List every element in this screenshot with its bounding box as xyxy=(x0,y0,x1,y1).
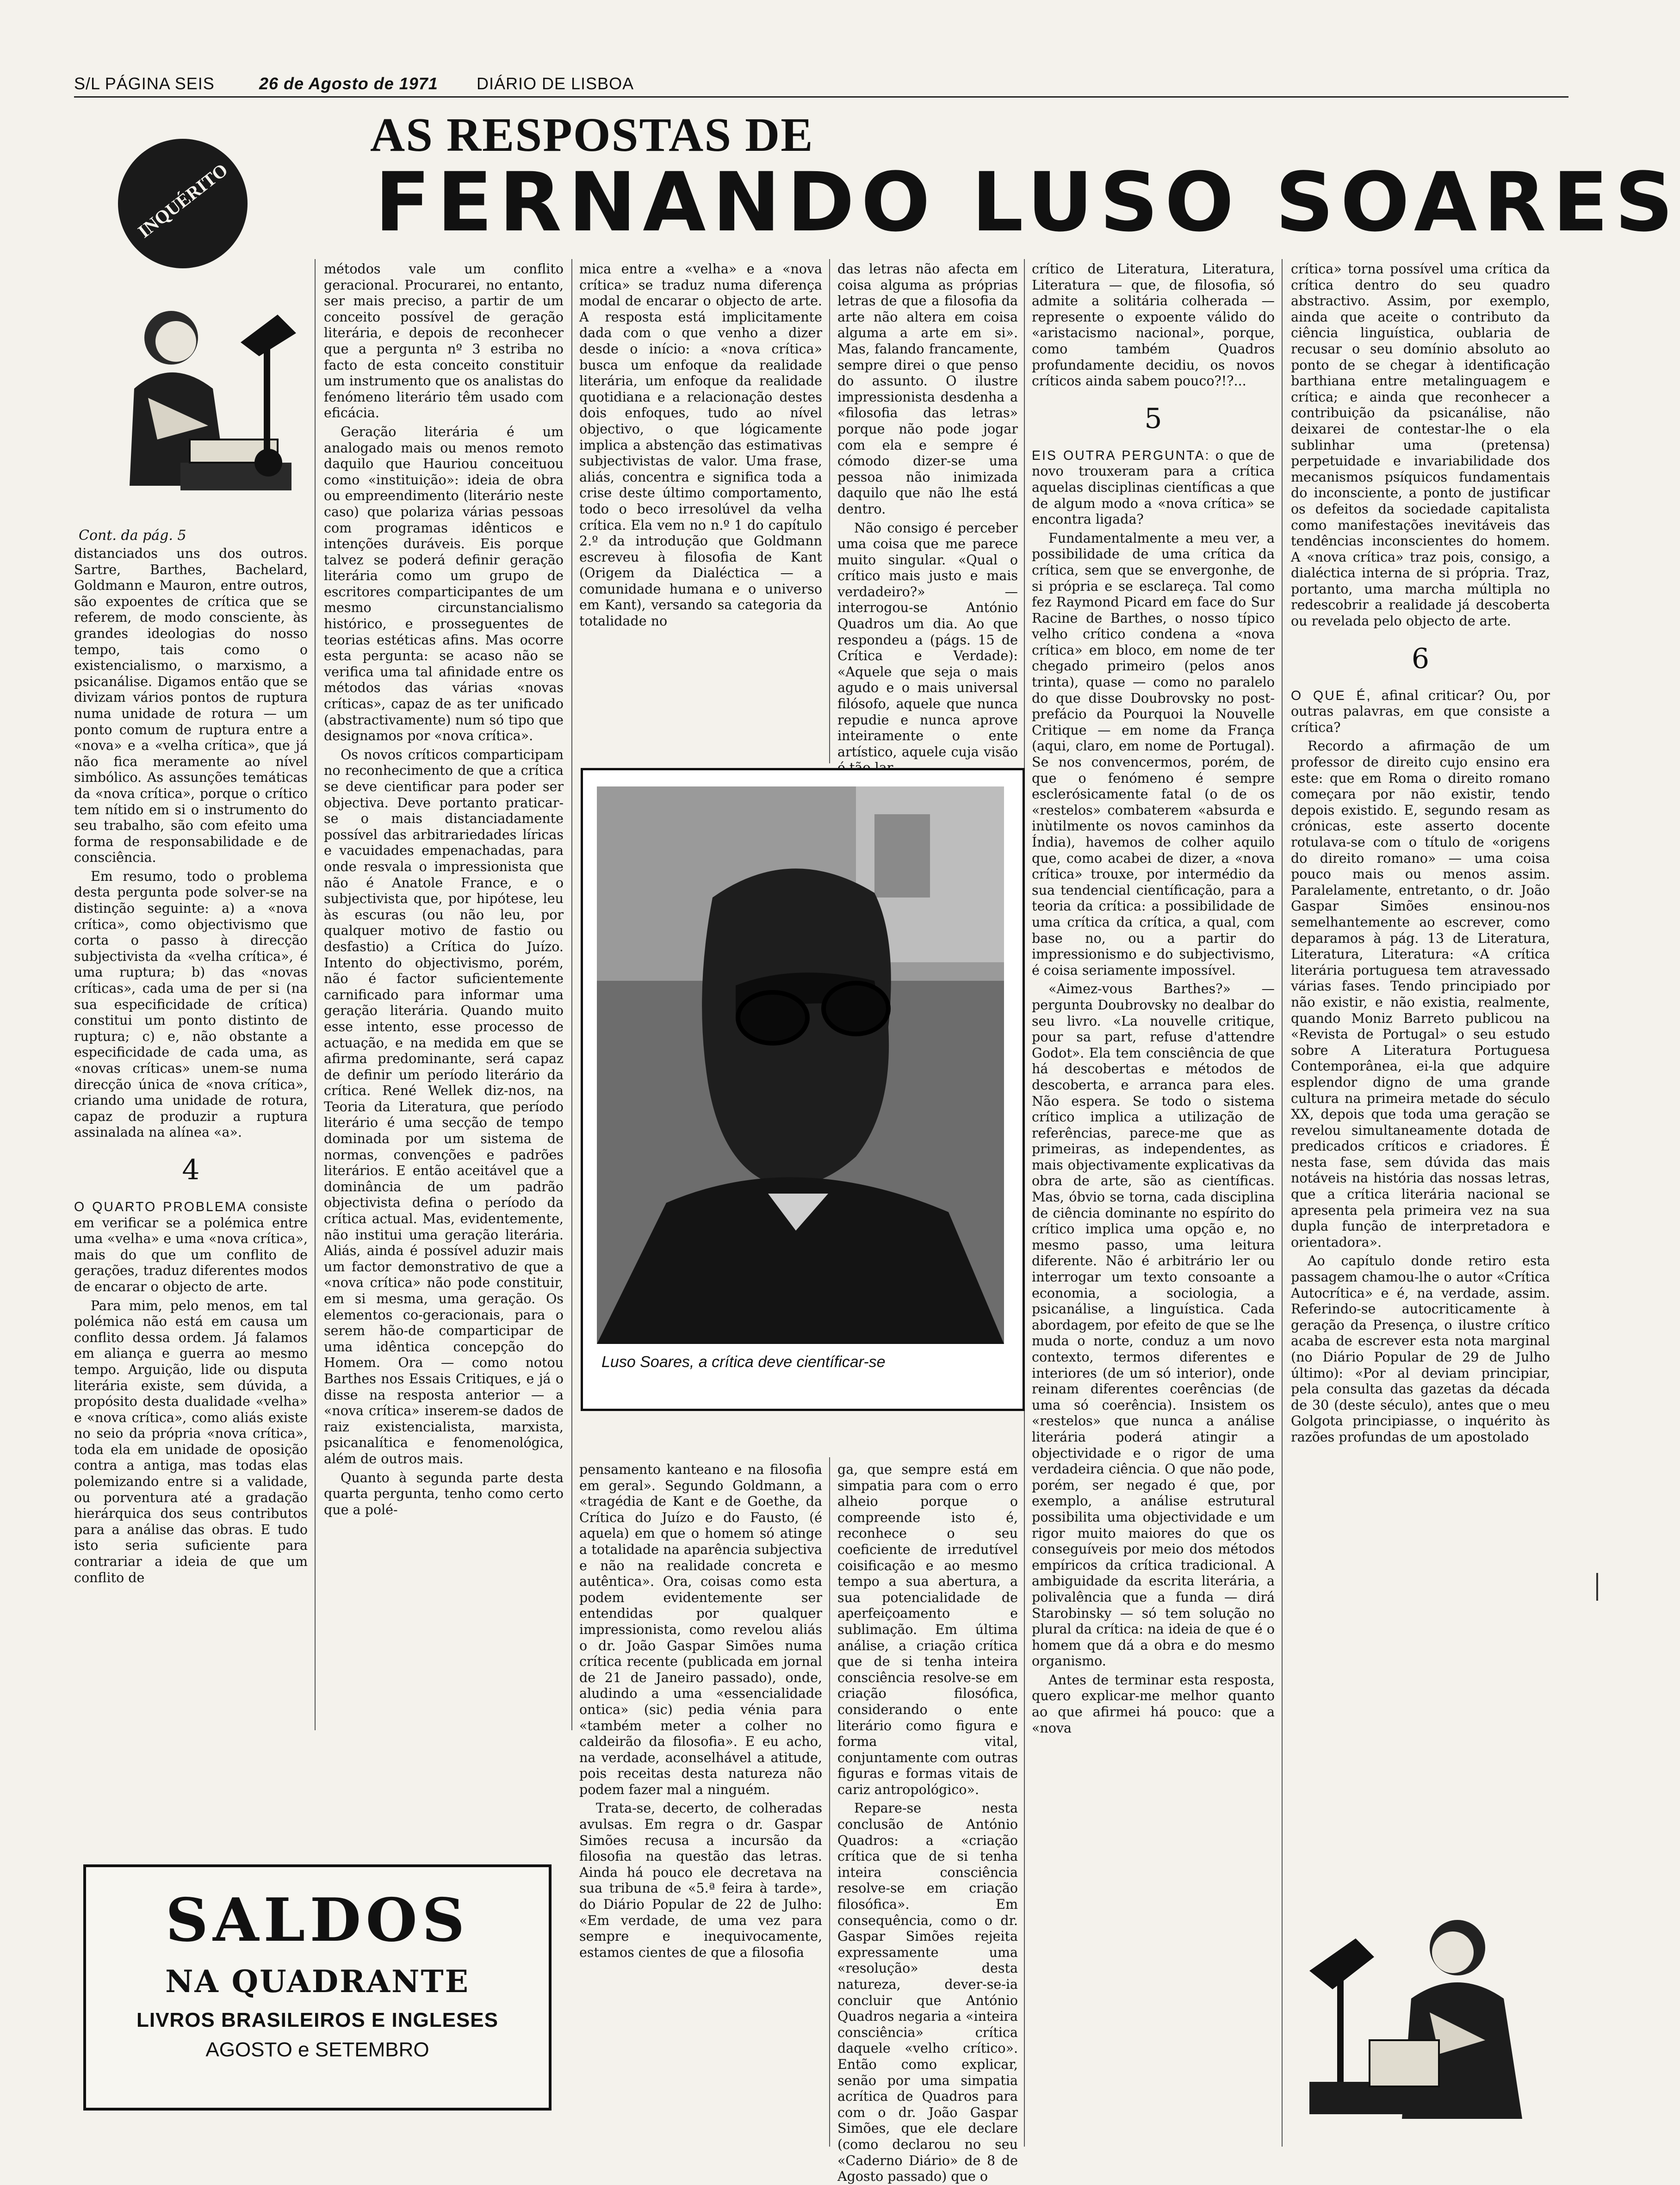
question-lead: O QUE É, xyxy=(1291,688,1372,703)
paragraph: distanciados uns dos outros. Sartre, Barthes, Bachelard, Goldmann e Mauron, entre outros, são expoentes de crítica que se referem, de modo consciente, às grandes ideologias do nosso tempo, tais como o existencialismo, o marxismo, a psicanálise. Digamos então que se divizam vários pontos de ruptura numa unidade de rotura — um ponto comum de ruptura entre a «nova» e a «velha crítica», que já não fica meramente ao nível simbólico. As assunções temáticas da «nova crítica», porque o crítico tem nítido em si o instrumento do seu trabalho, são com efeito uma forma de responsabilidade e de consciência. xyxy=(74,546,308,866)
paragraph: Fundamentalmente a meu ver, a possibilidade de uma crítica da crítica, sem que se envergonhe, de si própria e se esclareça. Tal como fez Raymond Picard em face do Sur Racine de Barthes, o nosso típico velho crítico condena a «nova crítica» em bloco, em nome de ter chegado primeiro (pelos anos trinta), quase — como no paralelo do que disse Doubrovsky no post-prefácio da Pourquoi la Nouvelle Critique — em nome da França (aqui, claro, em nome de Portugal). Se nos convencermos, porém, de que o fenómeno é sempre esclerósicamente fatal (o de os «restelos» combaterem «absurda e inùtilmente os novos caminhos da Índia), havemos de colher aquilo que, como acabei de dizer, a «nova crítica» trouxe, por intermédio da sua tendencial científicação, para a teoria da crítica: a possibilidade de uma crítica da crítica, a qual, com base no, ou a partir do impressionismo e do subjectivismo, é coisa seriamente impossível. xyxy=(1032,530,1275,978)
inquerito-badge xyxy=(118,139,248,268)
question-5 xyxy=(1032,448,1275,528)
article-column-2 xyxy=(324,261,564,1733)
paragraph: Quanto à segunda parte desta quarta pergunta, tenho como certo que a polé- xyxy=(324,1470,564,1517)
ad-headline: SALDOS xyxy=(165,1886,470,1955)
paragraph: Repare-se nesta conclusão de António Quadros: a «criação crítica que de si tenha inteira consciência resolve-se em criação filosófica». Em consequência, como o dr. Gaspar Simões rejeita expressamente uma «resolução» desta natureza, dever-se-ia concluir que António Quadros negaria a «inteira consciência» crítica daquele «velho crítico». Então como explicar, senão por uma simpatia acrítica de Quadros para com o dr. João Gaspar Simões, que ele declare (como declarou no seu «Caderno Diário» de 8 de Agosto passado) que o xyxy=(837,1801,1018,2185)
ad-subtitle: LIVROS BRASILEIROS E INGLESES xyxy=(136,2009,498,2031)
question-text: o que de novo trouxeram para a crítica aquelas disciplinas científicas a que de algum modo a «nova crítica» se encontra ligada? xyxy=(1032,447,1275,527)
article-column-1 xyxy=(74,546,308,1837)
bookshop-advertisement xyxy=(83,1864,552,2111)
portrait-photo xyxy=(597,786,1004,1344)
article-column-4 xyxy=(837,261,1018,761)
badge-label: INQUÉRITO xyxy=(134,159,232,242)
reader-illustration xyxy=(1291,1888,1550,2147)
paragraph: crítico de Literatura, Literatura, Literatura — que, de filosofia, só admite a solitária colherada — represente o expoente válido do «aristacismo nacional», porque, como também Quadros profundamente decidiu, os novos críticos ainda sabem pouco?!?... xyxy=(1032,261,1275,389)
paragraph: pensamento kanteano e na filosofia em geral». Segundo Goldmann, a «tragédia de Kant e de Goethe, da Crítica do Juízo e do Fausto, (é aquela) em que o homem só atinge a totalidade na aparência subjectiva e não na realidade concreta e autêntica». Ora, coisas como esta podem evidentemente ser entendidas por qualquer impressionista, como revelou aliás o dr. João Gaspar Simões numa crítica recente (publicada em jornal de 21 de Janeiro passado), onde, aludindo a uma «essencialidade ontica» (sic) pedia vénia para «também meter a colher no caldeirão da filosofia». E eu acho, na verdade, aconselhável a atitude, pois receitas desta natureza não podem fazer mal a ninguém. xyxy=(579,1462,822,1797)
question-lead: O QUARTO PROBLEMA xyxy=(74,1199,248,1214)
article-column-4-continued xyxy=(837,1462,1018,2185)
kicker: AS RESPOSTAS DE xyxy=(370,108,814,161)
paragraph: Ao capítulo donde retiro esta passagem chamou-lhe o autor «Crítica Autocrítica» e é, na verdade, assim. Referindo-se autocriticamente à geração da Presença, o ilustre crítico acaba de escrever esta nota marginal (no Diário Popular de 29 de Julho último): «Por al deviam principiar, pela consulta das gazetas da década de 30 (deste século), antes que o meu Golgota principiasse, o inquérito às razões profundas de um apostolado xyxy=(1291,1253,1550,1445)
ad-store: NA QUADRANTE xyxy=(165,1963,470,1999)
paragraph: métodos vale um conflito geracional. Procurarei, no entanto, ser mais preciso, a partir de um conceito possível de geração literária, e depois de reconhecer que a pergunta nº 3 estriba no facto de esta conceito constituir um instrumento que os analistas do fenómeno literário têm usado com eficácia. xyxy=(324,261,564,421)
paragraph: Geração literária é um analogado mais ou menos remoto daquilo que Hauriou conceituou como «instituição»: ideia de obra ou empreendimento (literário neste caso) que polariza várias pessoas com programas idênticos e intenções duráveis. Eis porque talvez se poderá definir geração literária como um grupo de escritores comparticipantes de um mesmo circunstancialismo histórico, e prosseguentes de teorias estéticas afins. Mas ocorre esta pergunta: se acaso não se verifica uma tal afinidade entre os métodos das várias «novas críticas», capaz de as ter unificado (abstractivamente) num só tipo que designamos por «nova crítica». xyxy=(324,424,564,744)
question-text: afinal criticar? Ou, por outras palavras, em que consiste a crítica? xyxy=(1291,687,1550,735)
scan-mark xyxy=(1596,1573,1598,1601)
paragraph: Antes de terminar esta resposta, quero explicar-me melhor quanto ao que afirmei há pouco: que a «nova xyxy=(1032,1672,1275,1736)
question-text: consiste em verificar se a polémica entre uma «velha» e uma «nova crítica», mais do que um conflito de gerações, traduz diferentes modos de encarar o objecto de arte. xyxy=(74,1199,308,1294)
paragraph: Não consigo é perceber uma coisa que me parece muito singular. «Qual o crítico mais justo e mais verdadeiro?» — interrogou-se António Quadros um dia. Ao que respondeu a (págs. 15 de Crítica e Verdade): «Aquele que seja o mais agudo e o mais universal filósofo, aquele que nunca repudie e nunca aprove inteiramente o ente artístico, aquele cuja visão xyxy=(837,520,1018,760)
column-rule xyxy=(829,259,830,763)
section-number-4: 4 xyxy=(182,1153,200,1186)
paragraph: Em resumo, todo o problema desta pergunta pode solver-se na distinção seguinte: a) a «nova crítica», como objectivismo que corta o passo à direcção subjectivista da «velha crítica», é uma ruptura; b) das «novas críticas», cada uma de per si (na sua especificidade de crítica) constitui um ponto distinto de ruptura; c) e, não obstante a especificidade de cada uma, as «novas críticas» unem-se numa direcção única de «nova crítica», criando uma unidade de rotura, capaz de produzir a ruptura assinalada na alínea «a». xyxy=(74,868,308,1140)
paragraph: crítica» torna possível uma crítica da crítica dentro do seu quadro abstractivo. Assim, por exemplo, ainda que aceite o contributo da ciência linguística, oublaria de recusar o seu domínio absoluto ao ponto de se chegar à identificação barthiana entre metalinguagem e crítica; e ainda que reconhecer a contribuição da psicanálise, não deixarei de contestar-lhe o ela sublinhar uma (pretensa) perpetuidade e invariabilidade dos mecanismos psíquicos fundamentais do inconsciente, a ponto de justificar os defeitos da sociedade capitalista como manifestações inevitáveis das tendências inconscientes do homem. A «nova crítica» traz pois, consigo, a dialéctica interna de si própria. Traz, portanto, uma marcha múltipla no redescobrir a realidade já descoberta ou revelada pelo objecto de arte. xyxy=(1291,261,1550,629)
question-lead: EIS OUTRA PERGUNTA: xyxy=(1032,448,1210,463)
continuation-caption: Cont. da pág. 5 xyxy=(79,527,186,544)
paragraph: das letras não afecta em coisa alguma as próprias letras de que a filosofia da arte não altera em coisa alguma a arte em si». Mas, falando francamente, sempre direi o que penso do assunto. O ilustre impressionista desdenha a «filosofia das letras» porque não pode jogar com ela e sempre é cómodo dizer-se uma pessoa não inimizada daquilo que não lhe está dentro. xyxy=(837,261,1018,517)
paragraph: Para mim, pelo menos, em tal polémica não está em causa um conflito dessa ordem. Já falamos em aliança e guerra ao mesmo tempo. Arguição, lide ou disputa literária existe, sem dúvida, a propósito desta dualidade «velha» e «nova crítica», como aliás existe no seio da própria «nova crítica», toda ela em unidade de oposição contra a antiga, mas todas elas polemizando entre si a validade, ou porventura até a gradação hierárquica dos seus contributos para a análise das obras. E tudo isto seria suficiente para contrariar a ideia de que um conflito de xyxy=(74,1298,308,1585)
article-column-5 xyxy=(1032,261,1275,2149)
newspaper-name: DIÁRIO DE LISBOA xyxy=(477,74,634,93)
paragraph: Trata-se, decerto, de colheradas avulsas. Em regra o dr. Gaspar Simões recusa a incursão da filosofia na questão das letras. Ainda há pouco ele decretava na sua tribuna de «5.ª feira à tarde», do Diário Popular de 22 de Julho: «Em verdade, de uma vez para sempre e inequivocamente, estamos cientes de que a filosofia xyxy=(579,1801,822,1960)
article-column-3 xyxy=(579,261,822,761)
section-number-5: 5 xyxy=(1144,402,1162,435)
ad-dates: AGOSTO e SETEMBRO xyxy=(205,2038,429,2061)
paragraph: «Aimez-vous Barthes?» — pergunta Doubrovsky no dealbar do seu livro. «La nouvelle critique, pour sa part, refuse d'attendre Godot». Ela tem consciência de que há descobertas e métodos de descoberta, e arranca para eles. Não espera. Se todo o sistema crítico implica a utilização de referências, parece-me que as primeiras, as independentes, as mais objectivamente explicativas da obra de arte, são as científicas. Mas, óbvio se torna, cada disciplina de ciência dominante no espírito do crítico implica uma opção e, no mesmo passo, uma leitura diferente. Não é arbitrário ler ou interrogar um texto consoante a economia, a sociologia, a psicanálise, a linguística. Cada abordagem, por efeito de que se lhe muda o norte, conduz a um novo contexto, termos diferentes e interiores (de um só interior), onde reinam diferentes coerências (de uma só coerência). Insistem os «restelos» que nunca a análise literária poderá atingir a objectividade e o rigor de uma verdadeira ciência. O que não pode, porém, ser negado é que, por exemplo, a análise estrutural possibilita uma objectividade e um rigor muito maiores do que os conseguíveis por meio dos métodos empíricos da crítica tradicional. A ambiguidade da escrita literária, a polivalência que a funda — dirá Starobinsky — só tem solução no plural da crítica: na ideia de que é o homem que dá a obra e do mesmo organismo. xyxy=(1032,981,1275,1669)
column-rule xyxy=(315,259,316,1730)
issue-date: 26 de Agosto de 1971 xyxy=(259,74,438,93)
header-rule xyxy=(74,96,1568,98)
writer-illustration xyxy=(102,287,305,518)
column-rule xyxy=(571,259,572,1730)
column-rule xyxy=(829,1457,830,2147)
paragraph: ga, que sempre está em simpatia para com o erro alheio porque o compreende isto é, reconhece o seu coeficiente de irredutível coisificação e ao mesmo tempo a sua abertura, a sua potencialidade de aperfeiçoamento e sublimação. Em última análise, a criação crítica que de si tenha inteira consciência resolve-se em criação filosófica, considerando o ente literário como figura e forma vital, conjuntamente com outras figuras e formas vitais de cariz antropológico». xyxy=(837,1462,1018,1797)
article-column-6 xyxy=(1291,261,1550,1881)
question-6 xyxy=(1291,688,1550,736)
question-4 xyxy=(74,1199,308,1295)
paragraph: Os novos críticos comparticipam no reconhecimento de que a crítica se deve cientificar para poder ser objectiva. Deve portanto praticar-se o mais distanciadamente possível das arbitrariedades líricas e vacuidades empenachadas, para onde resvala o impressionista que não é Anatole France, e o subjectivista que, por hipótese, leu às escuras (ou não leu, por qualquer motivo de fastio ou desfastio) a Crítica do Juízo. Intento do objectivismo, porém, não é factor suficientemente carnificado para informar uma geração literária. Quando muito esse intento, esse processo de actuação, e na medida em que se afirma predominante, será capaz de definir um período literário da crítica. René Wellek diz-nos, na Teoria da Literatura, que período literário é uma secção de tempo dominada por um sistema de normas, convenções e padrões literários. E então aceitável que a dominância de um padrão objectivista defina o período da crítica actual. Mas, evidentemente, não institui uma geração literária. Aliás, ainda é possível aduzir mais um factor demonstrativo de que a «nova crítica» não pode constituir, em si mesma, uma geração. Os elementos co-geracionais, para o serem hão-de comparticipar de uma idêntica concepção do Homem. Ora — como notou Barthes nos Essais Critiques, e já o disse na resposta anterior — a «nova crítica» inserem-se dados de raiz existencialista, marxista, psicanalítica e fenomenológica, além de outros mais. xyxy=(324,747,564,1467)
column-rule xyxy=(1282,259,1283,2147)
article-column-3-continued xyxy=(579,1462,822,2147)
photo-caption: Luso Soares, a crítica deve científicar-se xyxy=(601,1353,886,1371)
section-label: S/L PÁGINA SEIS xyxy=(74,74,215,93)
paragraph: Recordo a afirmação de um professor de direito cujo ensino era este: que em Roma o direito romano começara por não existir, tendo depois existido. E, segundo resam as crónicas, este asserto docente rotulava-se com o título de «origens do direito romano» — uma coisa pouco mais ou menos assim. Paralelamente, entretanto, o dr. João Gaspar Simões ensinou-nos semelhantemente ao escrever, como deparamos à pág. 13 de Literatura, Literatura, Literatura: «A crítica literária portuguesa tem atravessado várias fases. Tendo principiado por não existir, e não existia, realmente, quando Moniz Barreto publicou na «Revista de Portugal» o seu estudo sobre A Literatura Portuguesa Contemporânea, ei-la que adquire esplendor digno de uma grande cultura na primeira metade do século XX, depois que toda uma geração se revelou simultaneamente dotada de predicados críticos e criadores. É nesta fase, sem dúvida das mais notáveis na história das nossas letras, que a crítica literária nacional se apresenta pela primeira vez na sua dupla função de interpretadora e orientadora». xyxy=(1291,738,1550,1250)
page-title: FERNANDO LUSO SOARES xyxy=(375,155,1680,250)
paragraph: mica entre a «velha» e a «nova crítica» se traduz numa diferença modal de encarar o objecto de arte. A resposta está implicitamente dada com o que venho a dizer desde o início: a «nova crítica» busca um enfoque da realidade literária, um enfoque da realidade quotidiana e a relacionação destes dois enfoques, tudo ao nível objectivo, o que lógicamente implica a abstenção das estimativas subjectivistas de valor. Uma frase, aliás, concentra e significa toda a crise deste último comportamento, todo o beco irresolúvel da velha crítica. Ela vem no n.º 1 do capítulo 2.º da introdução que Goldmann escreveu à filosofia de Kant (Origem da Dialéctica — a comunidade humana e o universo em Kant), versando sa categoria da totalidade no xyxy=(579,261,822,629)
section-number-6: 6 xyxy=(1411,642,1430,675)
